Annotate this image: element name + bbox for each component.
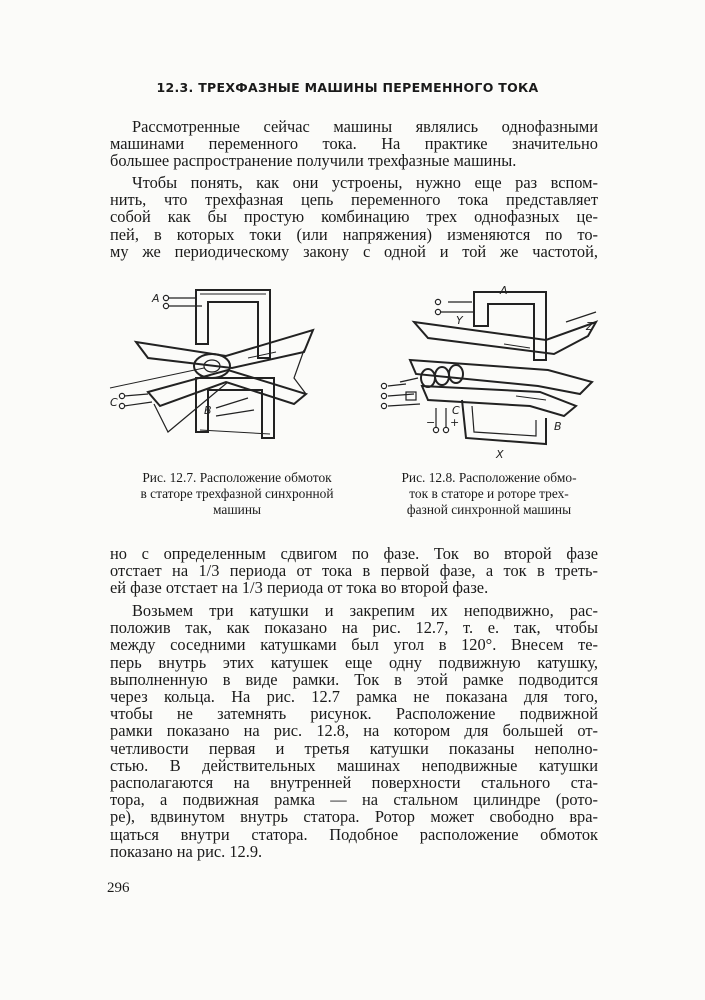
figure-12-8-label-b: B — [554, 420, 562, 433]
slip-ring-shape — [421, 369, 435, 387]
text-line: Возьмем три катушки и закрепим их неподвижно, рас- — [132, 601, 598, 620]
body-paragraph-2 — [110, 602, 598, 860]
text-line: тора, а подвижная рамка — на стальном цилиндре (рото- — [110, 790, 598, 810]
figure-12-7-label-c: C — [110, 396, 118, 409]
section-heading: 12.3. ТРЕХФАЗНЫЕ МАШИНЫ ПЕРЕМЕННОГО ТОКА — [156, 80, 539, 95]
caption-line: в статоре трехфазной синхронной — [140, 486, 334, 501]
text-line: собой как бы простую комбинацию трех однофазных це- — [110, 207, 598, 227]
text-line: стью. В действительных машинах неподвижные катушки — [110, 755, 598, 775]
text-line: му же периодическому закону с одной и той же частотой, — [110, 241, 598, 261]
intro-paragraph-2 — [110, 174, 598, 260]
text-line: Рассмотренные сейчас машины являлись однофазными — [132, 117, 598, 136]
caption-line: машины — [213, 502, 261, 517]
text-line: щаться внутри статора. Подобное расположение обмоток — [110, 824, 598, 844]
figure-12-8-caption — [378, 470, 600, 518]
figure-12-8-stator-rotor — [370, 282, 610, 464]
text-line: выполненную в виде рамки. Ток в этой рамке подводится — [110, 669, 598, 689]
intro-paragraph-1 — [110, 118, 598, 170]
text-line: между соседними катушками был угол в 120°. Внесем те- — [110, 635, 598, 655]
text-line: ей фазе отстает на 1/3 периода от тока во второй фазе. — [110, 578, 489, 598]
figure-12-8-label-x: X — [496, 448, 504, 461]
coil-a-shape — [474, 292, 546, 360]
figure-12-8-label-c: C — [452, 404, 460, 417]
figure-12-8-label-a: A — [500, 284, 508, 297]
text-line: через кольца. На рис. 12.7 рамка не показана для того, — [110, 687, 598, 707]
coil-c-shape — [136, 330, 313, 368]
text-line: Чтобы понять, как они устроены, нужно еще раз вспом- — [132, 173, 598, 192]
figure-12-8-label-z: Z — [586, 320, 594, 333]
page-number: 296 — [107, 880, 130, 896]
text-line: ре), вдвинутом внутрь статора. Ротор может свободно вра- — [110, 807, 598, 827]
figure-12-8-label-minus: − — [426, 416, 436, 429]
figure-12-7-stator-windings — [108, 282, 370, 464]
caption-line: фазной синхронной машины — [406, 502, 572, 517]
coil-a-shape — [196, 290, 270, 358]
figure-12-7-label-a: A — [152, 292, 160, 305]
figure-12-7-caption — [112, 470, 362, 518]
text-line: машинами переменного тока. На практике значительно — [110, 134, 598, 154]
text-line: располагаются на внутренней поверхности стального ста- — [110, 773, 598, 793]
text-line: показано на рис. 12.9. — [110, 841, 263, 861]
text-line: рамки показано на рис. 12.8, на котором для большей от- — [110, 721, 598, 741]
figure-12-8-label-y: Y — [456, 314, 463, 327]
text-line: перь внутрь этих катушек еще одну подвижную катушку, — [110, 652, 598, 672]
figure-12-8-label-plus: + — [450, 416, 460, 429]
text-line: большее распространение получили трехфазные машины. — [110, 151, 517, 171]
text-line: отстает на 1/3 периода от тока в первой фазе, а ток в треть- — [110, 561, 598, 581]
caption-line: Рис. 12.8. Расположение обмо- — [401, 470, 577, 485]
text-line: положив так, как показано на рис. 12.7, т. е. так, чтобы — [110, 618, 598, 638]
text-line: чтобы не затемнять рисунок. Расположение подвижной — [110, 704, 598, 724]
caption-line: ток в статоре и роторе трех- — [409, 486, 569, 501]
caption-line: Рис. 12.7. Расположение обмоток — [142, 470, 332, 485]
body-paragraph-1 — [110, 545, 598, 597]
text-line: но с определенным сдвигом по фазе. Ток во второй фазе — [110, 544, 598, 563]
figure-12-7-label-b: B — [204, 404, 212, 417]
text-line: нить, что трехфазная цепь переменного тока представляет — [110, 190, 598, 210]
text-line: четливости первая и третья катушки показаны неполно- — [110, 738, 598, 758]
rotor-frame-shape — [414, 322, 596, 354]
text-line: пей, в которых токи (или напряжения) изменяются по то- — [110, 224, 598, 244]
